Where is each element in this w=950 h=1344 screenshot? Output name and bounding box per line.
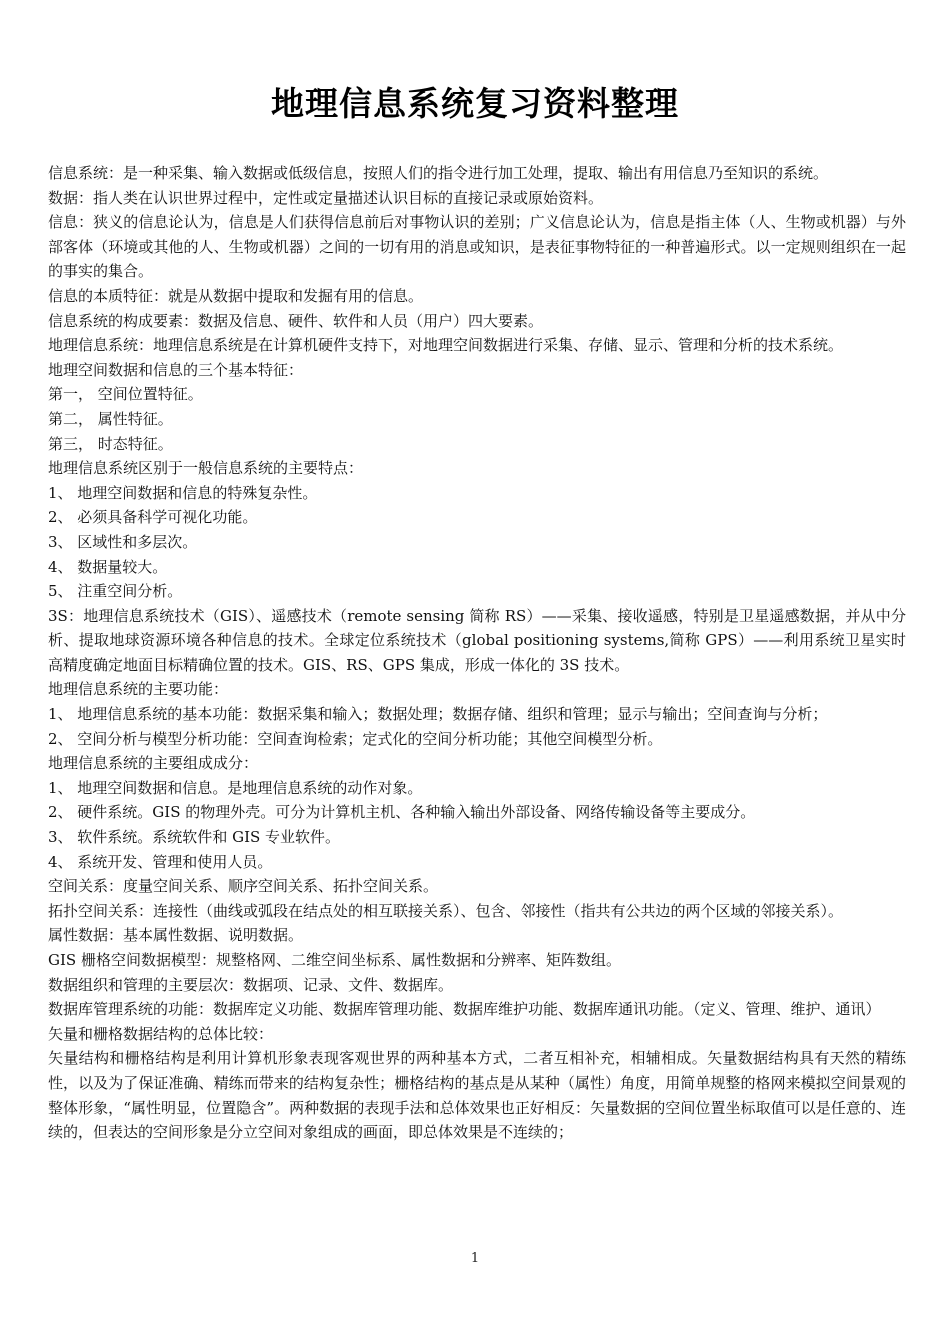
paragraph: 1、 地理空间数据和信息。是地理信息系统的动作对象。	[48, 778, 423, 797]
paragraph: 拓扑空间关系：连接性（曲线或弧段在结点处的相互联接关系）、包含、邻接性（指共有公共边的两个区域的邻接关系）。	[48, 901, 844, 920]
paragraph: 矢量和栅格数据结构的总体比较：	[48, 1024, 274, 1043]
paragraph: 信息系统：是一种采集、输入数据或低级信息，按照人们的指令进行加工处理，提取、输出有用信息乃至知识的系统。	[48, 164, 829, 182]
paragraph: 信息：狭义的信息论认为，信息是人们获得信息前后对事物认识的差别；广义信息论认为，信息是指主体（人、生物或机器）与外部客体（环境或其他的人、生物或机器）之间的一切有用的消息或知识，是表征事物特征的一种普遍形式。以一定规则组织在一起的事实的集合。	[48, 213, 906, 281]
document-body	[48, 161, 906, 1145]
paragraph: 地理信息系统的主要功能：	[48, 680, 229, 699]
paragraph: 矢量结构和栅格结构是利用计算机形象表现客观世界的两种基本方式，二者互相补充，相辅相成。矢量数据结构具有天然的精练性，以及为了保证准确、精练而带来的结构复杂性；栅格结构的基点是从某种（属性）角度，用简单规整的格网来模拟空间景观的整体形象，“属性明显，位置隐含”。两种数据的表现手法和总体效果也正好相反：矢量数据的空间位置坐标取值可以是任意的、连续的，但表达的空间形象是分立空间对象组成的画面，即总体效果是不连续的；	[48, 1049, 906, 1142]
paragraph: 2、 必须具备科学可视化功能。	[48, 508, 258, 527]
paragraph: 空间关系：度量空间关系、顺序空间关系、拓扑空间关系。	[48, 877, 439, 896]
paragraph: 地理空间数据和信息的三个基本特征：	[48, 360, 304, 379]
paragraph: 属性数据：基本属性数据、说明数据。	[48, 926, 304, 945]
page-number: 1	[470, 1251, 480, 1266]
paragraph: 2、 空间分析与模型分析功能：空间查询检索；定式化的空间分析功能；其他空间模型分析。	[48, 729, 663, 748]
paragraph: GIS 栅格空间数据模型：规整格网、二维空间坐标系、属性数据和分辨率、矩阵数组。	[48, 951, 621, 969]
paragraph: 4、 数据量较大。	[48, 557, 168, 576]
paragraph: 数据库管理系统的功能：数据库定义功能、数据库管理功能、数据库维护功能、数据库通讯功能。（定义、管理、维护、通讯）	[48, 1000, 881, 1019]
paragraph: 1、 地理信息系统的基本功能：数据采集和输入；数据处理；数据存储、组织和管理；显示与输出；空间查询与分析；	[48, 705, 828, 724]
paragraph: 数据：指人类在认识世界过程中，定性或定量描述认识目标的直接记录或原始资料。	[48, 188, 604, 207]
paragraph: 第一， 空间位置特征。	[48, 385, 203, 404]
paragraph: 信息系统的构成要素：数据及信息、硬件、软件和人员（用户）四大要素。	[48, 311, 544, 330]
paragraph: 4、 系统开发、管理和使用人员。	[48, 852, 273, 871]
paragraph: 地理信息系统的主要组成成分：	[48, 754, 259, 773]
paragraph: 地理信息系统：地理信息系统是在计算机硬件支持下，对地理空间数据进行采集、存储、显示、管理和分析的技术系统。	[48, 336, 844, 355]
paragraph: 1、 地理空间数据和信息的特殊复杂性。	[48, 483, 318, 502]
paragraph: 第二， 属性特征。	[48, 409, 173, 428]
paragraph: 3、 软件系统。系统软件和 GIS 专业软件。	[48, 828, 341, 847]
paragraph: 第三， 时态特征。	[48, 434, 173, 453]
paragraph: 数据组织和管理的主要层次：数据项、记录、文件、数据库。	[48, 975, 454, 994]
paragraph: 地理信息系统区别于一般信息系统的主要特点：	[48, 459, 364, 478]
paragraph: 3S：地理信息系统技术（GIS）、遥感技术（remote sensing 简称 RS）——采集、接收遥感，特别是卫星遥感数据，并从中分析、提取地球资源环境各种信息的技术。全球定位系统技术（global positioning systems,简称 GPS）——利用系统卫星实时高精度确定地面目标精确位置的技术。GIS、RS、GPS 集成，形成一体化的 3S 技术。	[48, 606, 906, 674]
page-title: 地理信息系统复习资料整理	[271, 84, 679, 123]
paragraph: 3、 区域性和多层次。	[48, 532, 198, 551]
paragraph: 2、 硬件系统。GIS 的物理外壳。可分为计算机主机、各种输入输出外部设备、网络传输设备等主要成分。	[48, 803, 756, 822]
paragraph: 5、 注重空间分析。	[48, 582, 183, 601]
paragraph: 信息的本质特征：就是从数据中提取和发掘有用的信息。	[48, 286, 424, 305]
